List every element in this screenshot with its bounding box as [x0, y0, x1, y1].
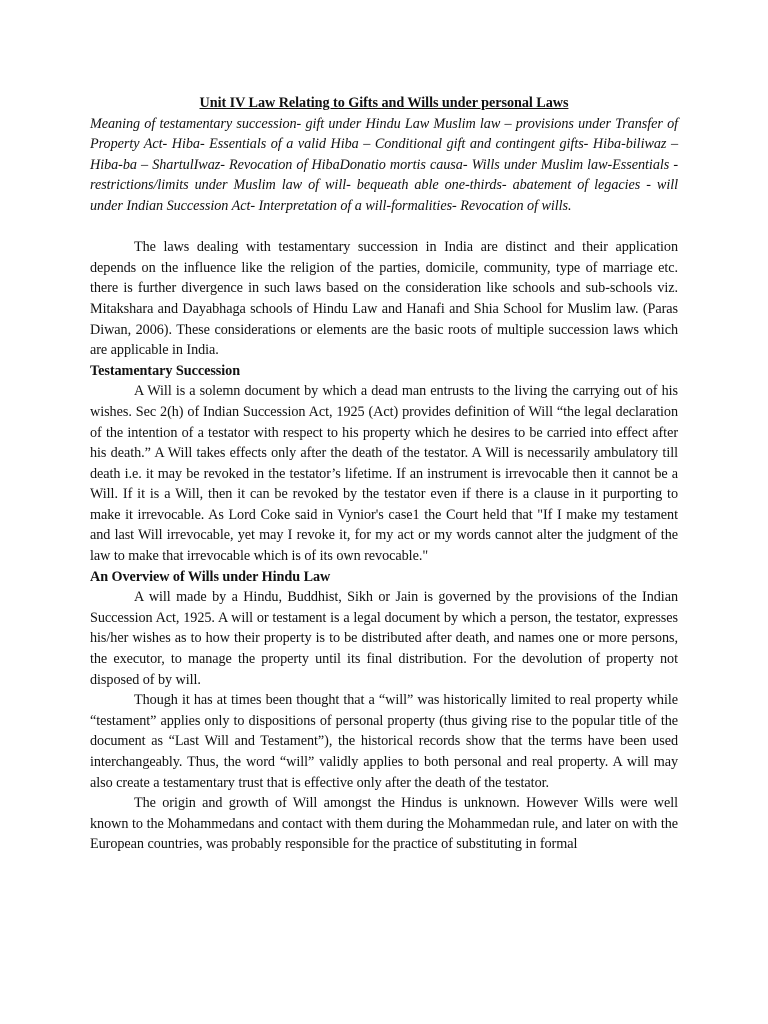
document-page — [90, 93, 678, 855]
document-title: Unit IV Law Relating to Gifts and Wills under personal Laws — [199, 95, 569, 111]
intro-paragraph: The laws dealing with testamentary succession in India are distinct and their application depends on the influence like the religion of the parties, domicile, community, type of marriage etc. there is further divergence in such laws based on the consideration like schools and sub-schools viz. Mitakshara and Dayabhaga schools of Hindu Law and Hanafi and Shia School for Muslim law. (Paras Diwan, 2006). These considerations or elements are the basic roots of multiple succession laws which are applicable in India. — [90, 239, 678, 359]
overview-paragraph-2: Though it has at times been thought that a “will” was historically limited to real property while “testament” applies only to dispositions of personal property (thus giving rise to the popular title of the document as “Last Will and Testament”), the historical records show that the terms have been used interchangeably. Thus, the word “will” validly applies to both personal and real property. A will may also create a testamentary trust that is effective only after the death of the testator. — [90, 692, 678, 791]
section-heading-testamentary-succession: Testamentary Succession — [90, 362, 241, 379]
syllabus-paragraph: Meaning of testamentary succession- gift under Hindu Law Muslim law – provisions under Transfer of Property Act- Hiba- Essentials of a valid Hiba – Conditional gift and contingent gifts- Hiba-biliwaz – Hiba-ba – ShartulIwaz- Revocation of HibaDonatio mortis causa- Wills under Muslim law-Essentials - restrictions/limits under Muslim law of will- bequeath able one-thirds- abatement of legacies - will under Indian Succession Act- Interpretation of a will-formalities- Revocation of wills. — [90, 115, 678, 214]
blank-line — [90, 217, 678, 238]
overview-paragraph-1: A will made by a Hindu, Buddhist, Sikh or Jain is governed by the provisions of the Indian Succession Act, 1925. A will or testament is a legal document by which a person, the testator, expresses his/her wishes as to how their property is to be distributed after death, and names one or more persons, the executor, to manage the property until its final distribution. For the devolution of property not disposed of by will. — [90, 589, 678, 688]
section-heading-wills-hindu-law: An Overview of Wills under Hindu Law — [90, 568, 331, 585]
testamentary-paragraph: A Will is a solemn document by which a dead man entrusts to the living the carrying out of his wishes. Sec 2(h) of Indian Succession Act, 1925 (Act) provides definition of Will “the legal declaration of the intention of a testator with respect to his property which he desires to be carried into effect after his death.” A Will takes effects only after the death of the testator. A Will is necessarily ambulatory till death i.e. it may be revoked in the testator’s lifetime. If an instrument is irrevocable then it cannot be a Will. If it is a Will, then it can be revoked by the testator even if there is a clause in it purporting to make it irrevocable. As Lord Coke said in Vynior's case1 the Court held that "If I make my testament and last Will irrevocable, yet may I revoke it, for my act or my words cannot alter the judgment of the law to make that irrevocable which is of its own revocable." — [90, 383, 678, 565]
overview-paragraph-3: The origin and growth of Will amongst the Hindus is unknown. However Wills were well known to the Mohammedans and contact with them during the Mohammedan rule, and later on with the European countries, was probably responsible for the practice of substituting in formal — [90, 795, 678, 853]
